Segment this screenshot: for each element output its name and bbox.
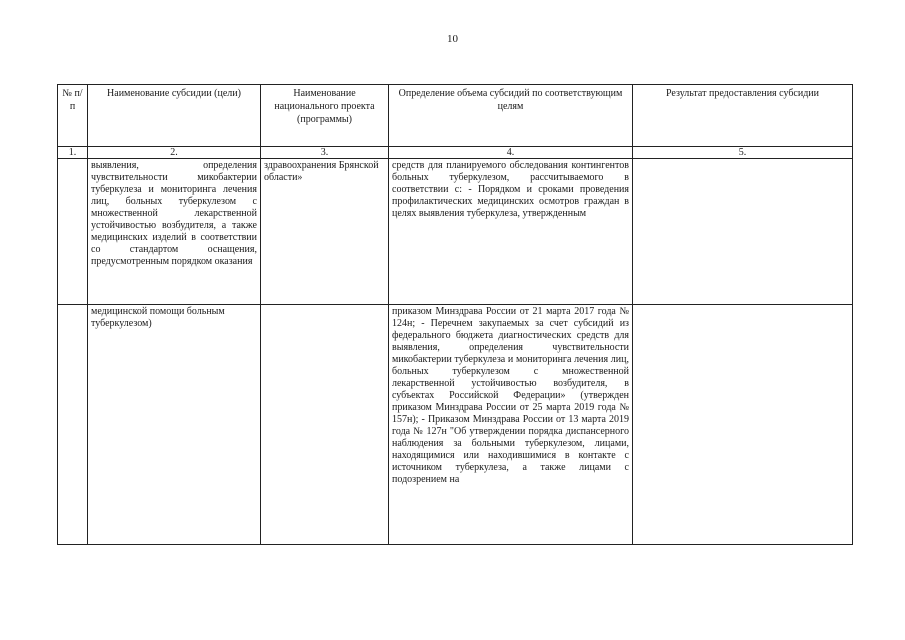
subsidy-table xyxy=(57,84,853,545)
column-number-1: 1. xyxy=(58,147,88,159)
header-subsidy-name: Наименование субсидии (цели) xyxy=(88,85,261,147)
page-number: 10 xyxy=(447,33,458,45)
row1-number xyxy=(58,159,88,305)
table-header-row xyxy=(58,85,853,147)
row1-subsidy-name: выявления, определения чувствительности микобактерии туберкулеза и мониторинга лечения лиц, больных туберкулезом с множественной лекарственной устойчивостью возбудителя, а также медицинских изделий в соответствии со стандартом оснащения, предусмотренным порядком оказания xyxy=(88,159,261,305)
row1-result xyxy=(633,159,853,305)
header-result: Результат предоставления субсидии xyxy=(633,85,853,147)
column-numbers-row xyxy=(58,147,853,159)
column-number-4: 4. xyxy=(389,147,633,159)
column-number-2: 2. xyxy=(88,147,261,159)
header-project-name: Наименование национального проекта (программы) xyxy=(261,85,389,147)
row2-result xyxy=(633,305,853,545)
row1-project-name: здравоохранения Брянской области» xyxy=(261,159,389,305)
row2-subsidy-volume: приказом Минздрава России от 21 марта 2017 года № 124н; - Перечнем закупаемых за счет субсидий из федерального бюджета диагностических средств для выявления, определения чувствительности микобактерии туберкулеза и мониторинга лечения лиц, больных туберкулезом с множественной лекарственной устойчивостью возбудителя, в субъектах Российской Федерации» (утвержден приказом Минздрава России от 25 марта 2019 года № 157н); - Приказом Минздрава России от 13 марта 2019 года № 127н "Об утверждении порядка диспансерного наблюдения за больными туберкулезом, лицами, находящимися или находившимися в контакте с источником туберкулеза, а также лицами с подозрением на xyxy=(389,305,633,545)
header-subsidy-volume: Определение объема субсидий по соответствующим целям xyxy=(389,85,633,147)
column-number-3: 3. xyxy=(261,147,389,159)
row1-subsidy-volume: средств для планируемого обследования контингентов больных туберкулезом, рассчитываемого в соответствии с: - Порядком и сроками проведения профилактических медицинских осмотров граждан в целях выявления туберкулеза, утвержденным xyxy=(389,159,633,305)
row2-subsidy-name: медицинской помощи больным туберкулезом) xyxy=(88,305,261,545)
header-number: № п/п xyxy=(58,85,88,147)
table-row xyxy=(58,305,853,545)
table-row xyxy=(58,159,853,305)
column-number-5: 5. xyxy=(633,147,853,159)
row2-number xyxy=(58,305,88,545)
row2-project-name xyxy=(261,305,389,545)
